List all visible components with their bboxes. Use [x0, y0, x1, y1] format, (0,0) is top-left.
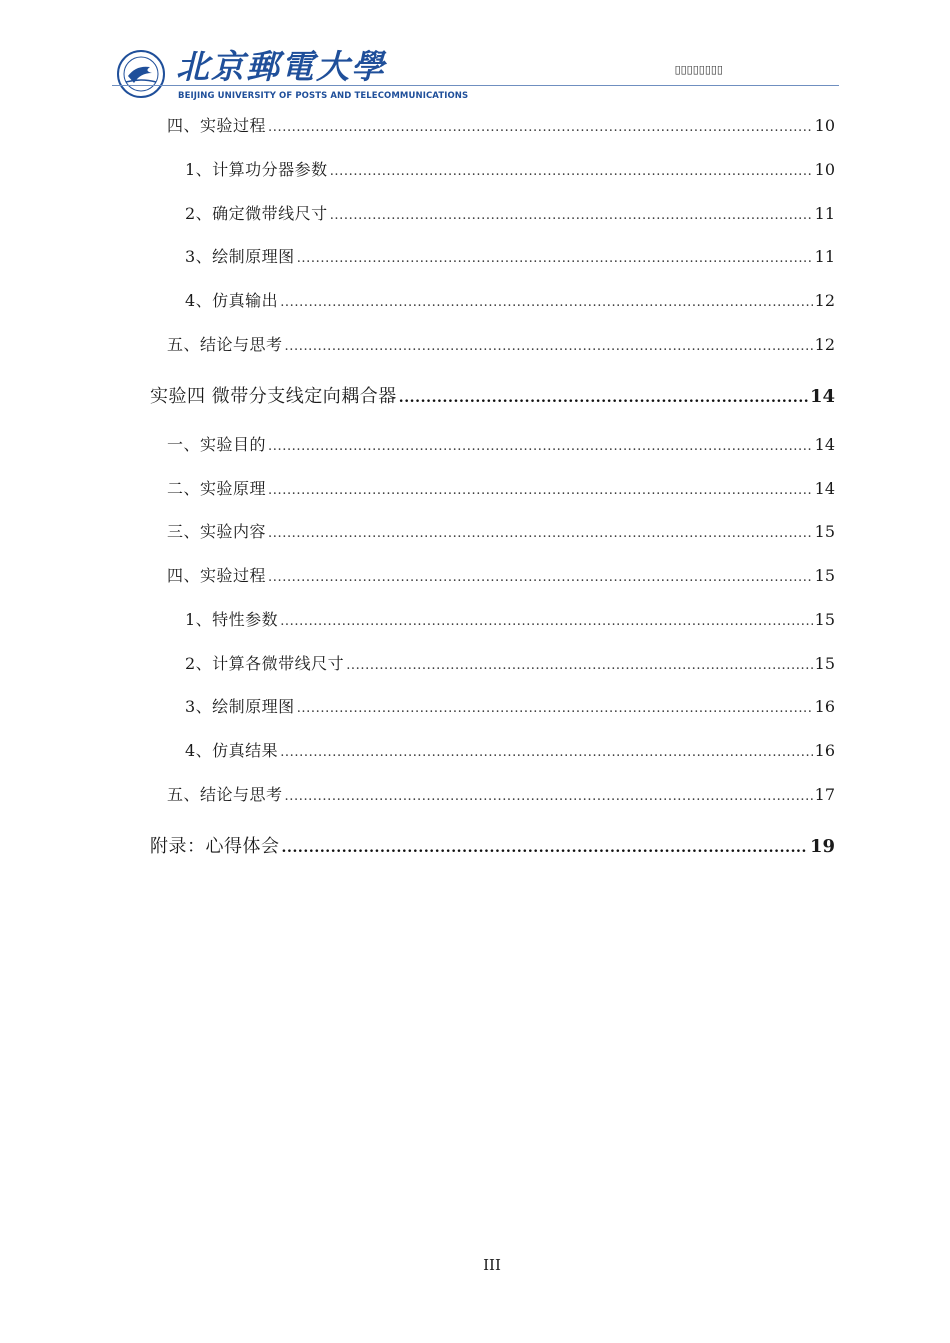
toc-entry-page: 14 — [814, 435, 835, 454]
toc-entry-label: 1、计算功分器参数 — [185, 160, 328, 179]
toc-entry[interactable] — [185, 203, 835, 227]
toc-entry-page: 16 — [814, 741, 835, 760]
toc-dot-leader — [330, 159, 813, 183]
toc-chapter-entry[interactable] — [150, 836, 835, 859]
toc-entry-label: 2、确定微带线尺寸 — [185, 204, 328, 223]
header-divider — [112, 85, 839, 86]
toc-dot-leader — [268, 478, 813, 502]
toc-entry-label: 3、绘制原理图 — [185, 247, 295, 266]
toc-dot-leader — [282, 836, 808, 859]
toc-entry-page: 11 — [814, 204, 835, 223]
toc-entry-label: 1、特性参数 — [185, 610, 279, 629]
toc-entry[interactable] — [167, 478, 835, 502]
toc-entry[interactable] — [185, 653, 835, 677]
toc-dot-leader — [268, 521, 813, 545]
toc-entry-page: 11 — [814, 247, 835, 266]
toc-entry-label: 2、计算各微带线尺寸 — [185, 654, 345, 673]
toc-entry-label: 4、仿真结果 — [185, 741, 279, 760]
toc-entry[interactable] — [185, 159, 835, 183]
toc-entry[interactable] — [185, 290, 835, 314]
toc-dot-leader — [297, 696, 813, 720]
toc-entry-label: 3、绘制原理图 — [185, 697, 295, 716]
toc-entry[interactable] — [167, 565, 835, 589]
toc-entry-page: 10 — [814, 116, 835, 135]
toc-entry[interactable] — [167, 334, 835, 358]
toc-entry[interactable] — [185, 246, 835, 270]
toc-dot-leader — [280, 740, 812, 764]
toc-entry-page: 14 — [814, 479, 835, 498]
toc-entry[interactable] — [185, 696, 835, 720]
toc-entry-label: 四、实验过程 — [167, 116, 267, 135]
toc-dot-leader — [330, 203, 813, 227]
toc-entry[interactable] — [185, 609, 835, 633]
toc-entry-label: 一、实验目的 — [167, 435, 267, 454]
university-emblem-icon — [116, 49, 166, 99]
toc-entry-page: 12 — [814, 335, 835, 354]
toc-dot-leader — [285, 784, 813, 808]
toc-entry[interactable] — [185, 740, 835, 764]
toc-entry-label: 4、仿真输出 — [185, 291, 279, 310]
university-name-cn: 北京郵電大學 — [176, 47, 386, 86]
toc-entry-label: 四、实验过程 — [167, 566, 267, 585]
toc-entry-page: 15 — [814, 522, 835, 541]
toc-entry[interactable] — [167, 784, 835, 808]
toc-entry-page: 14 — [809, 386, 835, 407]
toc-dot-leader — [285, 334, 813, 358]
toc-entry-page: 15 — [814, 566, 835, 585]
toc-dot-leader — [399, 386, 808, 409]
toc-dot-leader — [268, 434, 813, 458]
toc-entry-label: 三、实验内容 — [167, 522, 267, 541]
header-right-text: ▯▯▯▯▯▯▯▯ — [674, 63, 723, 76]
toc-entry-label: 五、结论与思考 — [167, 785, 283, 804]
toc-chapter-entry[interactable] — [150, 386, 835, 409]
toc-entry-label: 二、实验原理 — [167, 479, 267, 498]
university-name-en: BEIJING UNIVERSITY OF POSTS AND TELECOMMUNICATIONS — [178, 91, 469, 101]
toc-entry-page: 17 — [814, 785, 835, 804]
toc-dot-leader — [280, 290, 812, 314]
toc-dot-leader — [280, 609, 812, 633]
toc-entry-label: 附录：心得体会 — [150, 836, 280, 857]
toc-dot-leader — [297, 246, 813, 270]
toc-entry[interactable] — [167, 115, 835, 139]
toc-entry-page: 15 — [814, 610, 835, 629]
page-number: III — [483, 1256, 501, 1274]
toc-entry-page: 15 — [814, 654, 835, 673]
toc-entry-label: 实验四 微带分支线定向耦合器 — [150, 386, 397, 407]
toc-dot-leader — [268, 115, 813, 139]
toc-entry-page: 16 — [814, 697, 835, 716]
toc-dot-leader — [268, 565, 813, 589]
toc-entry[interactable] — [167, 434, 835, 458]
toc-entry-page: 19 — [809, 836, 835, 857]
toc-dot-leader — [346, 653, 812, 677]
page-header — [112, 44, 839, 104]
toc-entry-page: 10 — [814, 160, 835, 179]
toc-entry[interactable] — [167, 521, 835, 545]
toc-entry-label: 五、结论与思考 — [167, 335, 283, 354]
toc-entry-page: 12 — [814, 291, 835, 310]
